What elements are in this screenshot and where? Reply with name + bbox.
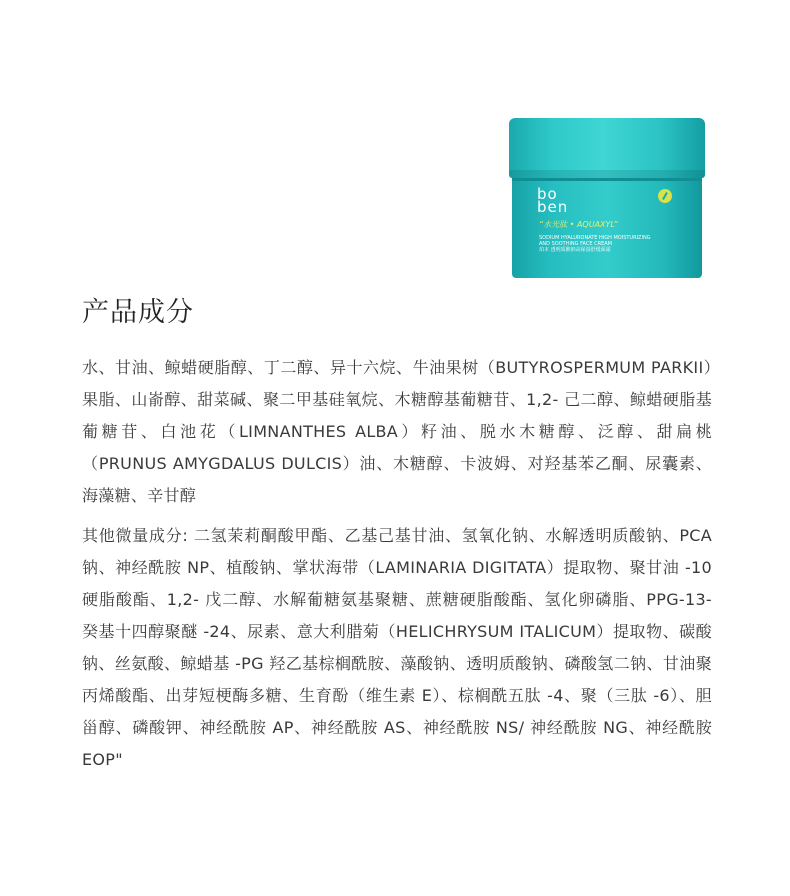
jar-lid [509, 118, 705, 178]
brand-logo [537, 185, 569, 216]
product-jar-image [509, 118, 705, 278]
product-description-line1: SODIUM HYALURONATE HIGH MOISTURIZING [539, 235, 651, 241]
brand-logo-line1: bo [537, 185, 558, 203]
leaf-icon [658, 189, 672, 203]
ingredients-minor-paragraph: 其他微量成分: 二氢茉莉酮酸甲酯、乙基己基甘油、氢氧化钠、水解透明质酸钠、PCA 钠、神经酰胺 NP、植酸钠、掌状海带（LAMINARIA DIGITATA）提取物、聚甘油 -10 硬脂酸酯、1,2- 戊二醇、水解葡糖氨基聚糖、蔗糖硬脂酸酯、氢化卵磷脂、PPG-13- 癸基十四醇聚醚 -24、尿素、意大利腊菊（HELICHRYSUM ITALICUM）提取物、碳酸钠、丝氨酸、鲸蜡基 -PG 羟乙基棕榈酰胺、藻酸钠、透明质酸钠、磷酸氢二钠、甘油聚丙烯酸酯、出芽短梗酶多糖、生育酚（维生素 E）、棕榈酰五肽 -4、聚（三肽 -6）、胆甾醇、磷酸钾、神经酰胺 AP、神经酰胺 AS、神经酰胺 NS/ 神经酰胺 NG、神经酰胺 EOP" [82, 526, 712, 769]
product-tagline: “水光肽 • AQUAXYL” [539, 220, 618, 229]
product-description-line2: AND SOOTHING FACE CREAM [539, 241, 612, 247]
section-title: 产品成分 [82, 297, 194, 328]
brand-logo-line2: ben [537, 198, 569, 216]
jar-lid-shadow [509, 170, 705, 178]
product-description-line3: 珀本 透明质酸钠高保湿舒缓面霜 [539, 247, 611, 253]
ingredients-main-paragraph: 水、甘油、鲸蜡硬脂醇、丁二醇、异十六烷、牛油果树（BUTYROSPERMUM PARKII）果脂、山嵛醇、甜菜碱、聚二甲基硅氧烷、木糖醇基葡糖苷、1,2- 己二醇、鲸蜡硬脂基葡糖苷、白池花（LIMNANTHES ALBA）籽油、脱水木糖醇、泛醇、甜扁桃（PRUNUS AMYGDALUS DULCIS）油、木糖醇、卡波姆、对羟基苯乙酮、尿囊素、海藻糖、辛甘醇 [82, 358, 712, 505]
product-description [539, 235, 651, 253]
